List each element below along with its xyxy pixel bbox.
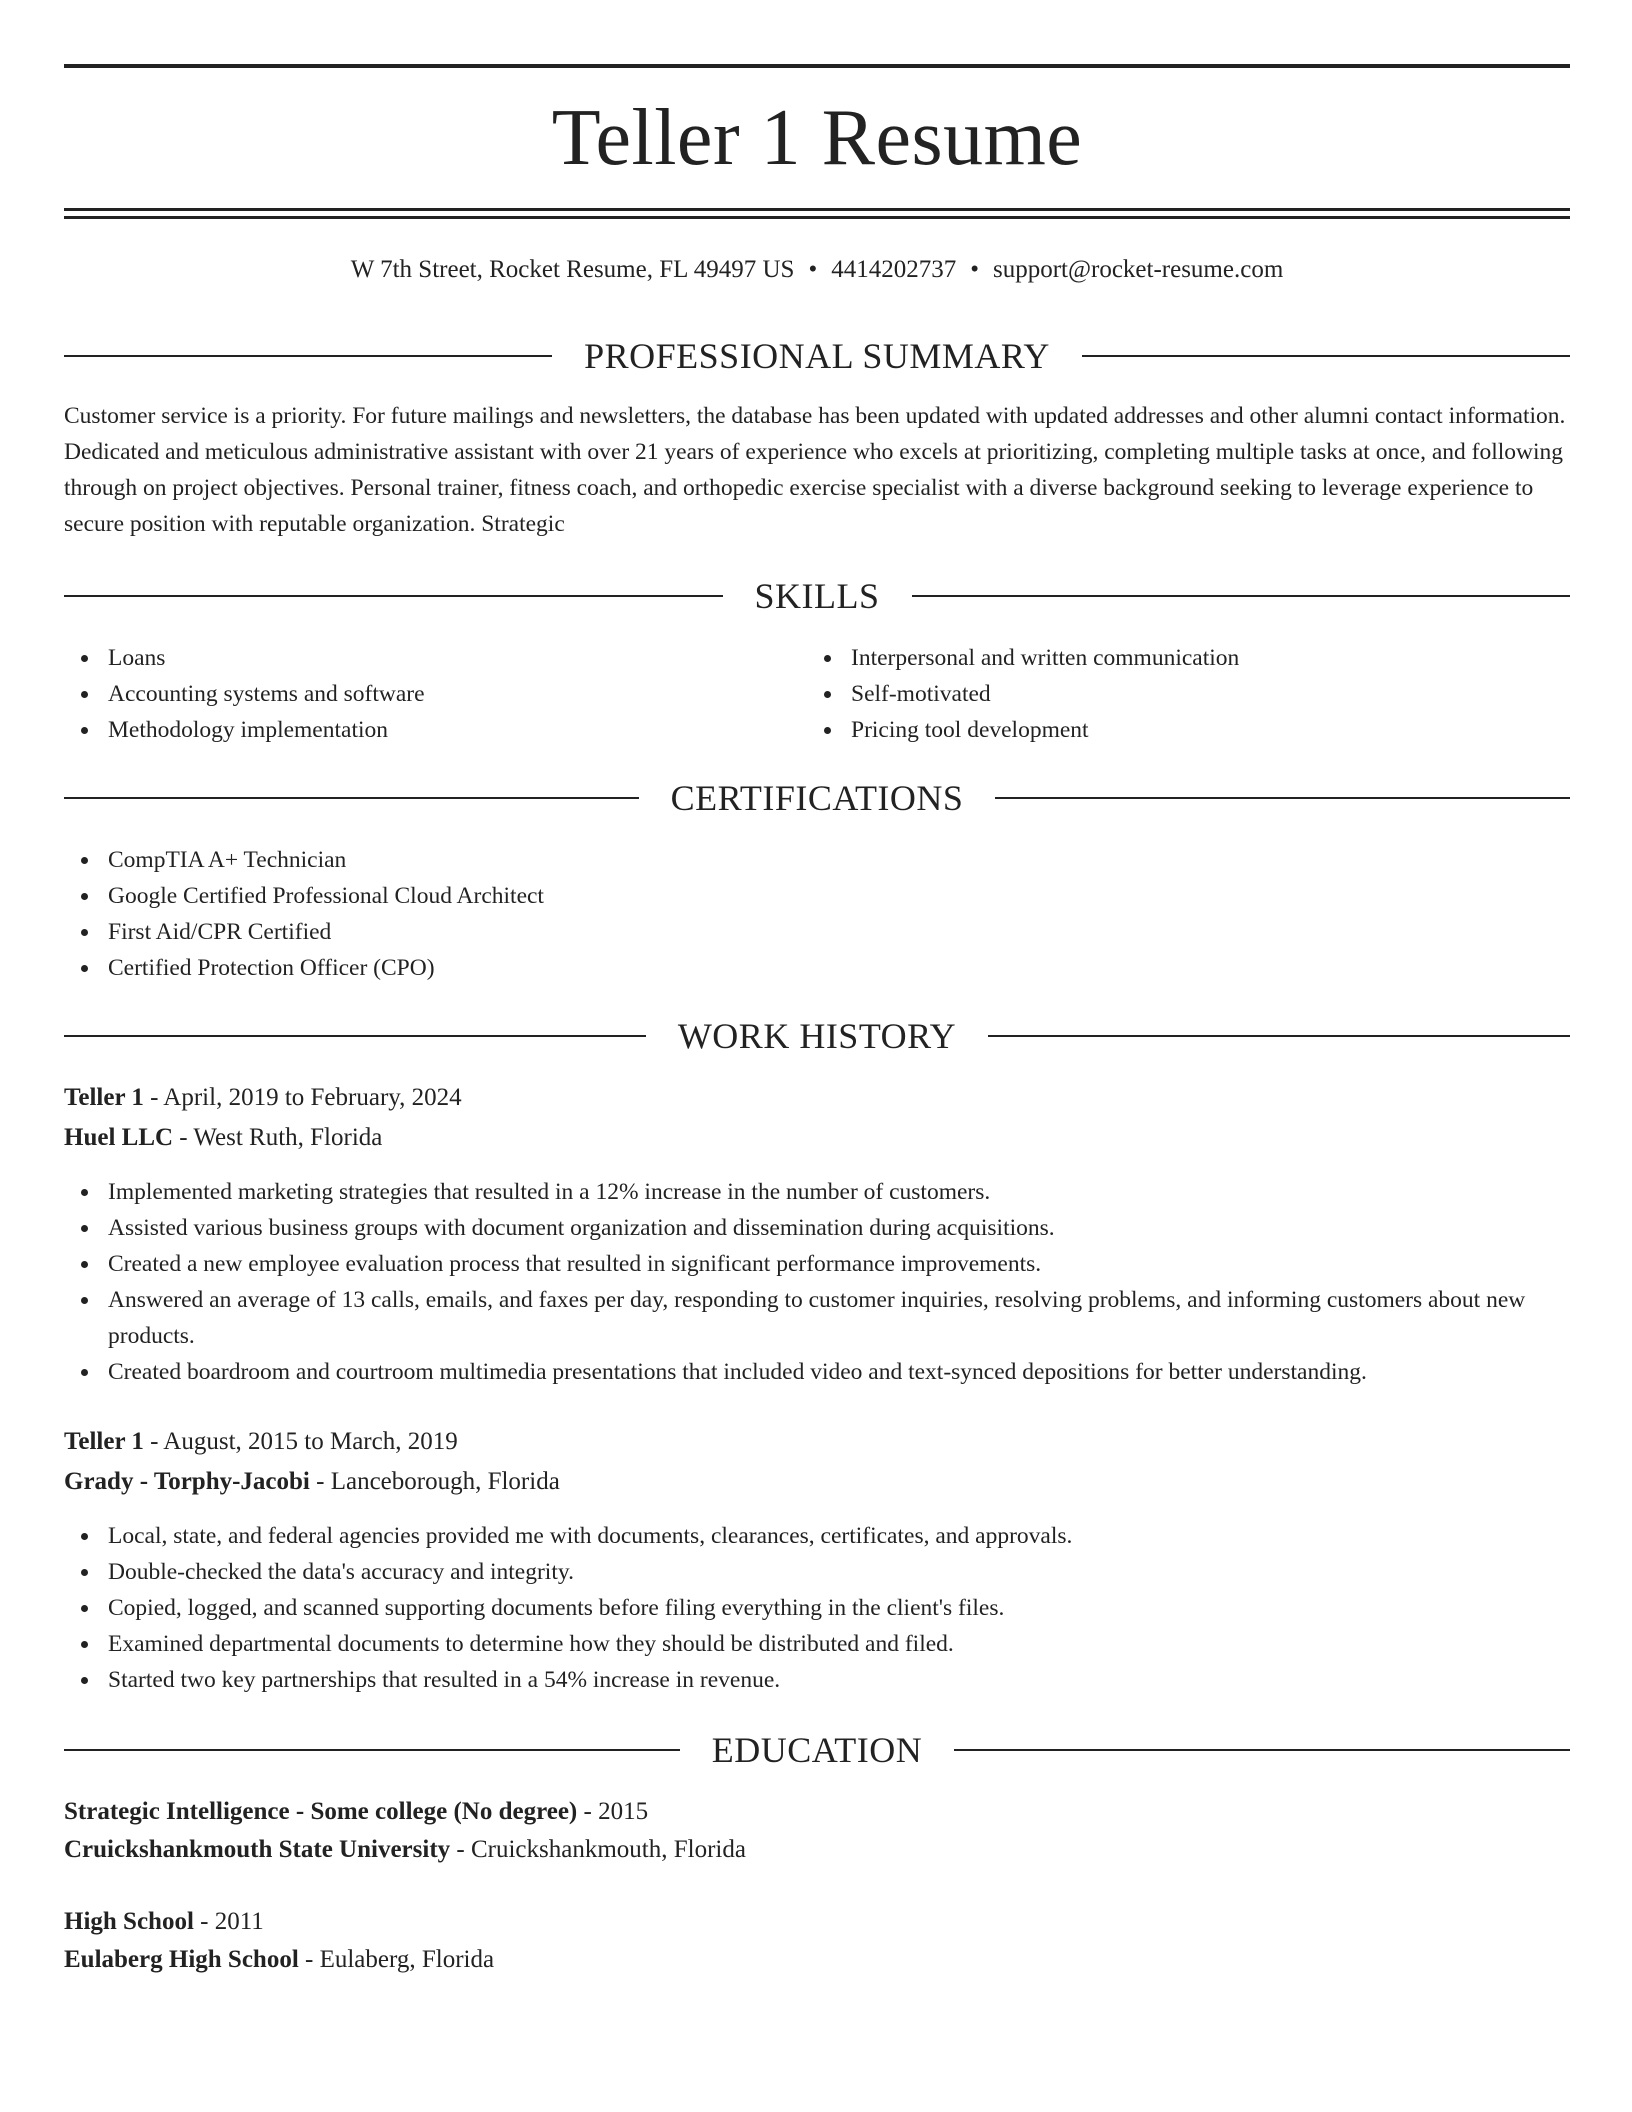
section-heading-work-history bbox=[64, 1012, 1570, 1060]
skills-list-left bbox=[64, 640, 804, 748]
skill-item: Accounting systems and software bbox=[64, 676, 804, 712]
education-degree: Strategic Intelligence - Some college (No degree) bbox=[64, 1798, 578, 1825]
job-location: - West Ruth, Florida bbox=[173, 1124, 383, 1151]
job-bullets bbox=[64, 1174, 1570, 1390]
skill-item: Loans bbox=[64, 640, 804, 676]
contact-separator: • bbox=[970, 256, 979, 283]
skill-item: Self-motivated bbox=[807, 676, 1567, 712]
education-degree-line bbox=[64, 1794, 648, 1830]
heading-rule-right bbox=[988, 1035, 1570, 1037]
contact-address: W 7th Street, Rocket Resume, FL 49497 US bbox=[350, 256, 795, 283]
heading-rule-right bbox=[995, 797, 1570, 799]
job-bullet: Created a new employee evaluation process that resulted in significant performance improvements. bbox=[64, 1246, 1570, 1282]
title-rule-lower bbox=[64, 216, 1570, 219]
education-school: Eulaberg High School bbox=[64, 1946, 299, 1973]
job-bullet: Copied, logged, and scanned supporting documents before filing everything in the client's files. bbox=[64, 1590, 1570, 1626]
heading-rule-left bbox=[64, 797, 639, 799]
job-bullet: Assisted various business groups with document organization and dissemination during acquisitions. bbox=[64, 1210, 1570, 1246]
education-location: - Eulaberg, Florida bbox=[298, 1946, 495, 1973]
education-school-line bbox=[64, 1942, 494, 1978]
heading-rule-left bbox=[64, 355, 552, 357]
job-location: - Lanceborough, Florida bbox=[309, 1468, 560, 1495]
job-company: Grady - Torphy-Jacobi bbox=[64, 1468, 310, 1495]
summary-text: Customer service is a priority. For future mailings and newsletters, the database has been updated with updated addresses and other alumni contact information. Dedicated and meticulous administrative assistant with over 21 years of experience who excels at prioritizing, completing multiple tasks at once, and following through on project objectives. Personal trainer, fitness coach, and orthopedic exercise specialist with a diverse background seeking to leverage experience to secure position with reputable organization. Strategic bbox=[64, 403, 1566, 537]
education-school: Cruickshankmouth State University bbox=[64, 1836, 451, 1863]
certifications-list bbox=[64, 842, 1570, 986]
skills-list-right bbox=[807, 640, 1567, 748]
heading-rule-left bbox=[64, 1035, 646, 1037]
job-company-line bbox=[64, 1120, 382, 1156]
education-year: - 2011 bbox=[193, 1908, 264, 1935]
job-title-line bbox=[64, 1080, 462, 1116]
heading-rule-left bbox=[64, 1749, 680, 1751]
education-year: - 2015 bbox=[577, 1798, 649, 1825]
heading-rule-left bbox=[64, 595, 723, 597]
section-title: SKILLS bbox=[754, 576, 880, 616]
contact-line bbox=[64, 252, 1570, 288]
skill-item: Pricing tool development bbox=[807, 712, 1567, 748]
section-heading-summary bbox=[64, 332, 1570, 380]
section-heading-skills bbox=[64, 572, 1570, 620]
section-heading-certifications bbox=[64, 774, 1570, 822]
job-dates: - August, 2015 to March, 2019 bbox=[143, 1428, 458, 1455]
section-title: CERTIFICATIONS bbox=[670, 778, 964, 818]
job-bullet: Created boardroom and courtroom multimedia presentations that included video and text-synced depositions for better understanding. bbox=[64, 1354, 1570, 1390]
education-school-line bbox=[64, 1832, 746, 1868]
education-location: - Cruickshankmouth, Florida bbox=[450, 1836, 746, 1863]
job-dates: - April, 2019 to February, 2024 bbox=[143, 1084, 462, 1111]
heading-rule-right bbox=[1082, 355, 1570, 357]
job-title: Teller 1 bbox=[64, 1084, 144, 1111]
job-bullet: Double-checked the data's accuracy and integrity. bbox=[64, 1554, 1570, 1590]
certification-item: Certified Protection Officer (CPO) bbox=[64, 950, 1570, 986]
education-degree: High School bbox=[64, 1908, 194, 1935]
job-bullet: Answered an average of 13 calls, emails, and faxes per day, responding to customer inquiries, resolving problems, and informing customers about new products. bbox=[64, 1282, 1570, 1354]
contact-email: support@rocket-resume.com bbox=[992, 256, 1284, 283]
job-company-line bbox=[64, 1464, 560, 1500]
certification-item: Google Certified Professional Cloud Architect bbox=[64, 878, 1570, 914]
education-degree-line bbox=[64, 1904, 264, 1940]
heading-rule-right bbox=[912, 595, 1571, 597]
job-bullet: Examined departmental documents to determine how they should be distributed and filed. bbox=[64, 1626, 1570, 1662]
job-bullet: Local, state, and federal agencies provided me with documents, clearances, certificates, and approvals. bbox=[64, 1518, 1570, 1554]
section-title: WORK HISTORY bbox=[677, 1016, 957, 1056]
skill-item: Methodology implementation bbox=[64, 712, 804, 748]
section-title: EDUCATION bbox=[711, 1730, 923, 1770]
section-title: PROFESSIONAL SUMMARY bbox=[584, 336, 1050, 376]
certification-item: First Aid/CPR Certified bbox=[64, 914, 1570, 950]
title-rule-upper bbox=[64, 208, 1570, 211]
job-title-line bbox=[64, 1424, 458, 1460]
job-bullet: Implemented marketing strategies that resulted in a 12% increase in the number of customers. bbox=[64, 1174, 1570, 1210]
job-bullets bbox=[64, 1518, 1570, 1698]
job-company: Huel LLC bbox=[64, 1124, 174, 1151]
job-bullet: Started two key partnerships that resulted in a 54% increase in revenue. bbox=[64, 1662, 1570, 1698]
contact-phone: 4414202737 bbox=[831, 256, 957, 283]
resume-title: Teller 1 Resume bbox=[551, 94, 1083, 182]
job-title: Teller 1 bbox=[64, 1428, 144, 1455]
contact-separator: • bbox=[808, 256, 818, 283]
certification-item: CompTIA A+ Technician bbox=[64, 842, 1570, 878]
section-heading-education bbox=[64, 1726, 1570, 1774]
skill-item: Interpersonal and written communication bbox=[807, 640, 1567, 676]
top-rule bbox=[64, 64, 1570, 68]
heading-rule-right bbox=[954, 1749, 1570, 1751]
